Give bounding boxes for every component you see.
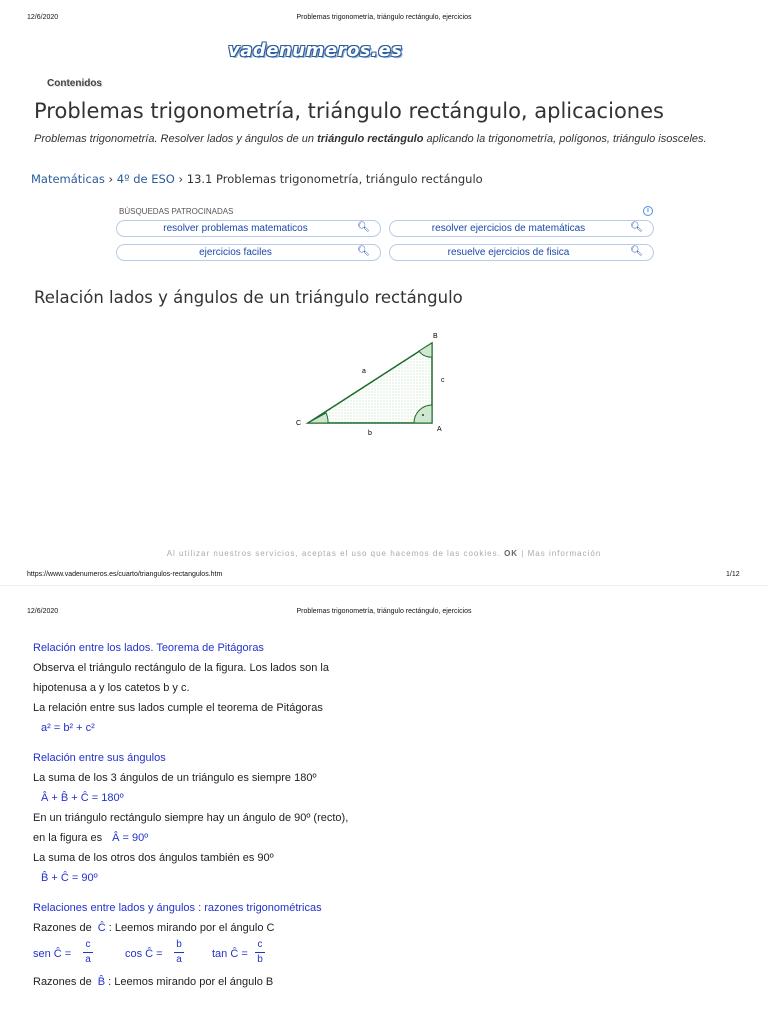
sponsored-searches-label: BÚSQUEDAS PATROCINADAS (119, 207, 234, 216)
vertex-a-label: A (437, 426, 442, 433)
text-line: en la figura es Â = 90º (33, 832, 149, 844)
fraction-bar (255, 952, 265, 953)
search-icon: 🔍︎ (630, 222, 643, 233)
page-header-title: Problemas trigonometría, triángulo rectángulo, ejercicios (296, 14, 472, 21)
search-icon: 🔍︎ (630, 246, 643, 257)
text-line: En un triángulo rectángulo siempre hay un ángulo de 90º (recto), (33, 812, 349, 824)
contenidos-link[interactable]: Contenidos (47, 78, 102, 89)
sen-numerator: c (85, 939, 91, 950)
side-b-label: b (368, 430, 372, 437)
page-subtitle: Problemas trigonometría. Resolver lados y ángulos de un triángulo rectángulo aplicando la trigonometría, polígonos, triángulo isosceles. (34, 133, 707, 145)
text-line: Razones de B̂ : Leemos mirando por el ángulo B (33, 976, 274, 988)
text-line: La suma de los otros dos ángulos también es 90º (33, 852, 274, 864)
angles-heading: Relación entre sus ángulos (33, 752, 166, 764)
cookie-ok-button[interactable]: OK (504, 549, 519, 558)
cos-numerator: b (176, 939, 182, 950)
ad-search-button[interactable]: ejercicios faciles 🔍︎ (116, 244, 381, 261)
side-c-label: c (441, 377, 445, 384)
complementary-angles-formula: B̂ + Ĉ = 90º (41, 872, 98, 884)
ad-search-button[interactable]: resolver ejercicios de matemáticas 🔍︎ (389, 220, 654, 237)
search-icon: 🔍︎ (357, 222, 370, 233)
ad-search-button[interactable]: resolver problemas matematicos 🔍︎ (116, 220, 381, 237)
text-line: Razones de Ĉ : Leemos mirando por el ángulo C (33, 922, 275, 934)
footer-url: https://www.vadenumeros.es/cuarto/triangulos-rectangulos.htm (27, 571, 223, 578)
search-icon: 🔍︎ (357, 246, 370, 257)
breadcrumb: Matemáticas › 4º de ESO › 13.1 Problemas trigonometría, triángulo rectángulo (31, 172, 483, 186)
page-date: 12/6/2020 (27, 608, 59, 615)
text-line: La relación entre sus lados cumple el teorema de Pitágoras (33, 702, 323, 714)
side-a-label: a (362, 368, 366, 375)
vertex-b-label: B (433, 333, 438, 340)
angle-sum-formula: Â + B̂ + Ĉ = 180º (41, 792, 124, 804)
footer-page-number: 1/12 (726, 571, 740, 578)
breadcrumb-matematicas[interactable]: Matemáticas (31, 172, 105, 186)
pythagoras-heading: Relación entre los lados. Teorema de Pitágoras (33, 642, 264, 654)
text-line: La suma de los 3 ángulos de un triángulo es siempre 180º (33, 772, 317, 784)
site-logo[interactable]: vadenumeros.es (228, 40, 403, 61)
cookie-more-info-link[interactable]: Mas información (527, 549, 602, 558)
trig-ratios-heading: Relaciones entre lados y ángulos : razones trigonométricas (33, 902, 322, 914)
tan-label: tan Ĉ = (212, 948, 248, 960)
tan-numerator: c (257, 939, 263, 950)
fraction-bar (83, 952, 93, 953)
pythagoras-formula: a² = b² + c² (41, 722, 95, 734)
right-triangle-diagram (290, 325, 460, 445)
breadcrumb-current: 13.1 Problemas trigonometría, triángulo rectángulo (186, 172, 483, 186)
fraction-bar (174, 952, 184, 953)
page-date: 12/6/2020 (27, 14, 59, 21)
text-line: Observa el triángulo rectángulo de la figura. Los lados son la (33, 662, 329, 674)
page-header-title: Problemas trigonometría, triángulo rectángulo, ejercicios (296, 608, 472, 615)
page2-content (33, 638, 733, 992)
text-line: hipotenusa a y los catetos b y c. (33, 682, 190, 694)
info-icon[interactable]: i (643, 206, 653, 216)
page-separator (0, 585, 768, 586)
page-title: Problemas trigonometría, triángulo rectángulo, aplicaciones (34, 99, 664, 123)
breadcrumb-4eso[interactable]: 4º de ESO (116, 172, 175, 186)
sen-denominator: a (85, 954, 91, 965)
ad-search-button[interactable]: resuelve ejercicios de fisica 🔍︎ (389, 244, 654, 261)
vertex-c-label: C (296, 420, 302, 427)
cookie-banner: Al utilizar nuestros servicios, aceptas el uso que hacemos de las cookies. OK | Mas información (166, 549, 602, 558)
cos-label: cos Ĉ = (125, 948, 163, 960)
tan-denominator: b (257, 954, 263, 965)
section-title: Relación lados y ángulos de un triángulo rectángulo (34, 288, 463, 307)
trig-ratios-formulas (33, 938, 733, 972)
sen-label: sen Ĉ = (33, 948, 72, 960)
cos-denominator: a (176, 954, 182, 965)
